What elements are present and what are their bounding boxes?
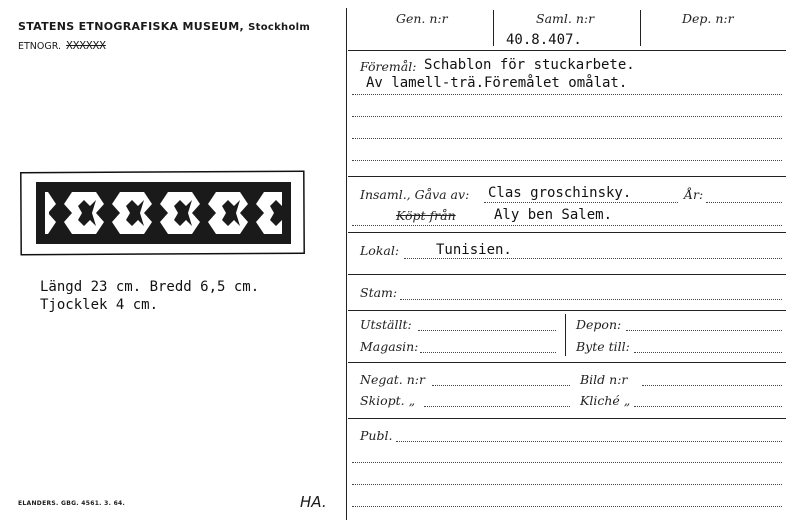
skiopt-label: Skiopt. „ <box>360 393 416 408</box>
byte-till-rule <box>634 352 782 353</box>
insaml-rule-2 <box>352 225 782 226</box>
dep-nr-label: Dep. n:r <box>682 11 734 26</box>
byte-till-label: Byte till: <box>576 339 630 354</box>
card-divider <box>346 8 347 520</box>
foremal-line-2: Av lamell-trä.Föremålet omålat. <box>366 75 628 91</box>
foremal-rule-1 <box>352 94 782 95</box>
ar-rule <box>706 202 782 203</box>
negat-label: Negat. n:r <box>360 372 425 387</box>
museum-city: Stockholm <box>248 22 311 33</box>
foremal-rule-4 <box>352 160 782 161</box>
insaml-section-rule <box>348 232 786 233</box>
kliche-label: Kliché „ <box>580 393 631 408</box>
utstallt-label: Utställt: <box>360 317 412 332</box>
lokal-value: Tunisien. <box>436 242 512 258</box>
saml-nr-value: 40.8.407. <box>506 32 582 48</box>
dimensions-line-1: Längd 23 cm. Bredd 6,5 cm. <box>40 279 260 295</box>
lokal-label: Lokal: <box>360 243 400 258</box>
second-struck-text: Köpt från <box>396 208 456 223</box>
ar-label: År: <box>684 187 704 202</box>
gen-nr-label: Gen. n:r <box>396 11 448 26</box>
handwritten-initials: HA. <box>300 493 327 511</box>
negat-rule <box>432 385 570 386</box>
stam-label: Stam: <box>360 285 398 300</box>
insaml-rule <box>484 202 678 203</box>
saml-nr-label: Saml. n:r <box>536 11 595 26</box>
photo-section-rule <box>348 418 786 419</box>
magasin-rule <box>420 352 556 353</box>
stam-rule <box>400 299 782 300</box>
foremal-section-rule <box>348 176 786 177</box>
bild-label: Bild n:r <box>580 372 628 387</box>
publ-rule-3 <box>352 484 782 485</box>
dimensions-line-2: Tjocklek 4 cm. <box>40 297 159 313</box>
storage-divider <box>565 314 566 356</box>
foremal-rule-3 <box>352 138 782 139</box>
lokal-section-rule <box>348 274 786 275</box>
publ-label: Publ. <box>360 428 393 443</box>
museum-name <box>18 20 310 33</box>
etnogr-line <box>18 39 106 52</box>
etnogr-struck-text: XXXXXX <box>66 39 106 52</box>
lokal-rule <box>404 258 782 259</box>
museum-title: STATENS ETNOGRAFISKA MUSEUM, <box>18 20 244 33</box>
stencil-drawing <box>20 170 306 258</box>
storage-section-rule <box>348 362 786 363</box>
header-divider-2 <box>640 10 641 46</box>
magasin-label: Magasin: <box>360 339 419 354</box>
publ-rule-2 <box>352 462 782 463</box>
depon-label: Depon: <box>576 317 622 332</box>
etnogr-label: ETNOGR. <box>18 41 62 52</box>
dimensions-text <box>40 278 259 314</box>
foremal-rule-2 <box>352 116 782 117</box>
skiopt-rule <box>424 406 570 407</box>
insaml-label: Insaml., Gåva av: <box>360 187 470 202</box>
depon-rule <box>626 330 782 331</box>
second-value: Aly ben Salem. <box>494 207 613 223</box>
publ-rule-4 <box>352 506 782 507</box>
stam-section-rule <box>348 310 786 311</box>
insaml-value: Clas groschinsky. <box>488 185 632 201</box>
publ-rule-1 <box>396 441 782 442</box>
foremal-line-1: Schablon för stuckarbete. <box>424 57 635 73</box>
bild-rule <box>642 385 782 386</box>
foremal-label: Föremål: <box>360 59 417 74</box>
header-divider-1 <box>493 10 494 46</box>
header-rule <box>348 50 786 51</box>
printer-imprint: ELANDERS. GBG. 4561. 3. 64. <box>18 500 126 507</box>
kliche-rule <box>634 406 782 407</box>
utstallt-rule <box>418 330 556 331</box>
